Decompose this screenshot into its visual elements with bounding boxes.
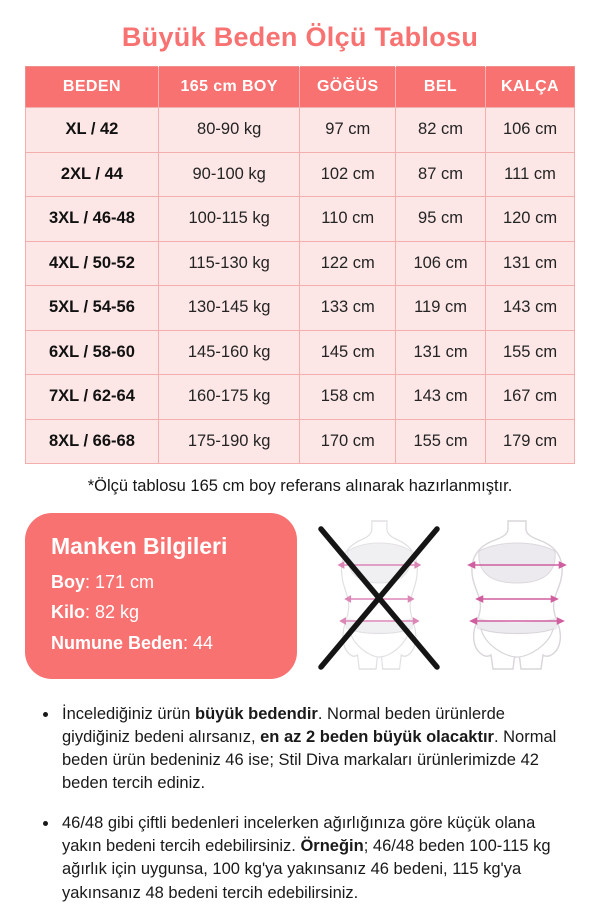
size-notes-list: [25, 703, 575, 905]
model-info-field: Boy: 171 cm: [51, 572, 155, 592]
model-info-title: Manken Bilgileri: [51, 533, 228, 559]
size-note: • İncelediğiniz ürün büyük bedendir. Normal beden ürünlerde giydiğiniz bedeni alırsanız, en az 2 beden büyük olacaktır. Normal beden ürün bedeniniz 46 ise; Stil Diva markaları ürünlerimizde 42 beden tercih ediniz.: [59, 703, 575, 795]
measurement-cell: 119 cm: [396, 286, 486, 331]
page-title: Büyük Beden Ölçü Tablosu: [121, 22, 479, 52]
size-cell: 3XL / 46-48: [26, 197, 159, 242]
measurement-cell: 143 cm: [396, 375, 486, 420]
measurement-cell: 115-130 kg: [158, 241, 300, 286]
size-table-body: [26, 108, 575, 464]
size-table-row: [26, 286, 575, 331]
measurement-cell: 87 cm: [396, 152, 486, 197]
measurement-cell: 106 cm: [486, 108, 575, 153]
measurement-cell: 155 cm: [396, 419, 486, 464]
size-cell: 7XL / 62-64: [26, 375, 159, 420]
size-table-row: [26, 152, 575, 197]
measurement-cell: 170 cm: [300, 419, 396, 464]
size-table-row: [26, 241, 575, 286]
measured-figure-icon: [453, 517, 581, 675]
measurement-cell: 175-190 kg: [158, 419, 300, 464]
size-table-row: [26, 330, 575, 375]
measurement-cell: 80-90 kg: [158, 108, 300, 153]
measurement-cell: 145 cm: [300, 330, 396, 375]
measurement-cell: 155 cm: [486, 330, 575, 375]
measurement-cell: 82 cm: [396, 108, 486, 153]
measurement-cell: 158 cm: [300, 375, 396, 420]
measurement-cell: 97 cm: [300, 108, 396, 153]
size-cell: 2XL / 44: [26, 152, 159, 197]
measurement-cell: 102 cm: [300, 152, 396, 197]
model-info-section: [25, 513, 575, 679]
measurement-cell: 90-100 kg: [158, 152, 300, 197]
size-cell: 8XL / 66-68: [26, 419, 159, 464]
measurement-cell: 131 cm: [396, 330, 486, 375]
measurement-cell: 110 cm: [300, 197, 396, 242]
model-info-field: Numune Beden: 44: [51, 632, 214, 653]
crossed-out-figure-icon: [315, 517, 443, 675]
size-table-row: [26, 197, 575, 242]
column-header: BEDEN: [26, 67, 159, 108]
size-table-row: [26, 419, 575, 464]
size-cell: 4XL / 50-52: [26, 241, 159, 286]
measurement-cell: 122 cm: [300, 241, 396, 286]
column-header: BEL: [396, 67, 486, 108]
measurement-cell: 133 cm: [300, 286, 396, 331]
figure-illustrations: [315, 517, 581, 675]
measurement-cell: 167 cm: [486, 375, 575, 420]
size-cell: 5XL / 54-56: [26, 286, 159, 331]
size-table-row: [26, 108, 575, 153]
size-note: • 46/48 gibi çiftli bedenleri incelerken ağırlığınıza göre küçük olana yakın bedeni tercih edebilirsiniz. Örneğin; 46/48 beden 100-115 kg ağırlık için uygunsa, 100 kg'ya yakınsanız 46 bedeni, 115 kg'ya yakınsanız 48 bedeni tercih edebilirsiniz.: [59, 812, 575, 904]
measurement-cell: 145-160 kg: [158, 330, 300, 375]
column-header: KALÇA: [486, 67, 575, 108]
measurement-cell: 160-175 kg: [158, 375, 300, 420]
measurement-cell: 95 cm: [396, 197, 486, 242]
column-header: GÖĞÜS: [300, 67, 396, 108]
column-header: 165 cm BOY: [158, 67, 300, 108]
measurement-cell: 179 cm: [486, 419, 575, 464]
size-table: [25, 66, 575, 464]
table-footnote: *Ölçü tablosu 165 cm boy referans alınarak hazırlanmıştır.: [87, 477, 513, 495]
measurement-cell: 130-145 kg: [158, 286, 300, 331]
model-info-field: Kilo: 82 kg: [51, 602, 140, 623]
model-info-card: [25, 513, 297, 679]
size-table-row: [26, 375, 575, 420]
model-info-fields: [51, 570, 271, 655]
size-table-header-row: [26, 67, 575, 108]
measurement-cell: 131 cm: [486, 241, 575, 286]
measurement-cell: 100-115 kg: [158, 197, 300, 242]
measurement-cell: 143 cm: [486, 286, 575, 331]
size-cell: XL / 42: [26, 108, 159, 153]
measurement-cell: 106 cm: [396, 241, 486, 286]
size-cell: 6XL / 58-60: [26, 330, 159, 375]
measurement-cell: 120 cm: [486, 197, 575, 242]
measurement-cell: 111 cm: [486, 152, 575, 197]
